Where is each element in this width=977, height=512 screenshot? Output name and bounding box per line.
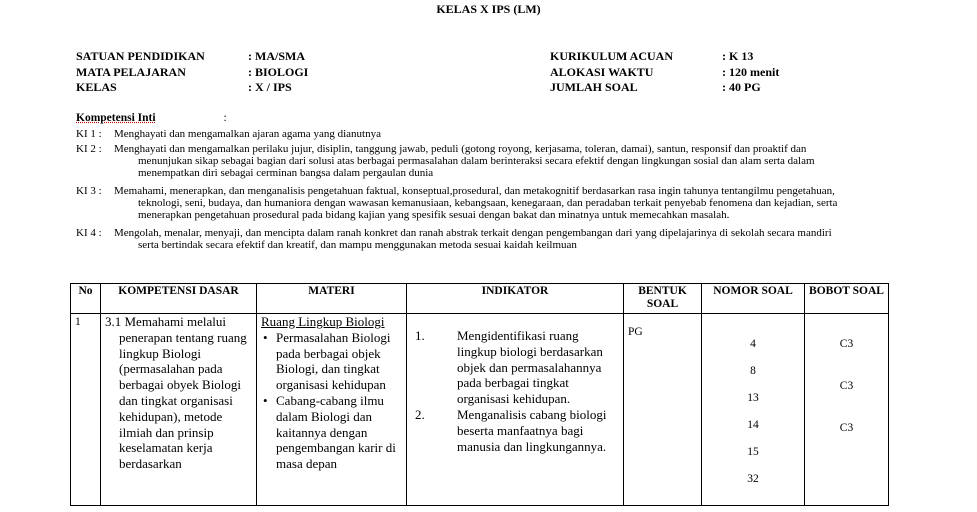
- meta-value: : BIOLOGI: [248, 64, 309, 79]
- ki-line: Memahami, menerapkan, dan menganalisis pengetahuan faktual, konseptual,prosedural, dan metakognitif berdasarkan rasa ingin tahunya tentangilmu pengetahuan,: [114, 185, 835, 197]
- meta-value: : MA/SMA: [248, 49, 305, 63]
- nomor-soal-value: 13: [747, 392, 759, 404]
- table-row: [71, 314, 889, 506]
- nomor-soal-value: 8: [750, 365, 756, 377]
- ki-line: Menghayati dan mengamalkan perilaku jujur, disiplin, tanggung jawab, peduli (gotong royong, kerjasama, toleran, damai), santun, responsif dan proaktif dan: [114, 143, 807, 155]
- kompetensi-inti-heading: [76, 112, 227, 124]
- bobot-soal-value: [809, 359, 884, 380]
- ki-line: Mengolah, menalar, menyaji, dan mencipta dalam ranah konkret dan ranah abstrak terkait dengan pengembangan dari yang dipelajarinya di sekolah secara mandiri: [114, 227, 832, 239]
- header-kompetensi-dasar: KOMPETENSI DASAR: [101, 284, 257, 314]
- bobot-soal-value: C3: [839, 338, 854, 350]
- ki-number: KI 2 :: [76, 143, 102, 155]
- nomor-soal-value: 4: [750, 338, 756, 350]
- meta-label: ALOKASI WAKTU: [550, 64, 654, 79]
- ki-number: KI 3 :: [76, 185, 102, 197]
- ki-heading-text: Kompetensi Inti: [76, 112, 156, 124]
- kisi-kisi-table: [70, 283, 889, 506]
- ki-line: menerapkan pengetahuan prosedural pada bidang kajian yang spesifik sesuai dengan bakat dan minatnya untuk memecahkan masalah.: [138, 209, 730, 221]
- meta-left: [76, 49, 308, 96]
- row-number: 1: [71, 314, 101, 506]
- ki-number: KI 1 :: [76, 128, 102, 140]
- materi-item: • Cabang-cabang ilmu dalam Biologi dan kaitannya dengan pengembangan karir di masa depan: [276, 393, 402, 472]
- bobot-soal-value: C3: [839, 380, 854, 392]
- bobot-soal-value: C3: [839, 422, 854, 434]
- document-title: KELAS X IPS (LM): [436, 2, 541, 16]
- indikator-text: Menganalisis cabang biologi beserta manfaatnya bagi manusia dan lingkungannya.: [457, 406, 607, 454]
- nomor-soal-value: 15: [747, 446, 759, 458]
- ki-item-2: [76, 143, 906, 179]
- kompetensi-dasar-cell: [101, 314, 257, 506]
- bobot-soal-value: [809, 401, 884, 422]
- header-no: No: [71, 284, 101, 314]
- indikator-number: 2.: [415, 406, 425, 422]
- meta-value: : 120 menit: [722, 64, 780, 79]
- nomor-soal-cell: [702, 314, 805, 506]
- indikator-number: 1.: [415, 328, 425, 343]
- materi-item: • Permasalahan Biologi pada berbagai objek Biologi, dan tingkat organisasi kehidupan: [276, 330, 402, 393]
- ki-item-1: [76, 128, 906, 140]
- meta-label: SATUAN PENDIDIKAN: [76, 49, 205, 63]
- ki-item-4: [76, 227, 906, 251]
- indikator-text: Mengidentifikasi ruang lingkup biologi berdasarkan objek dan permasalahannya pada berbagai tingkat organisasi kehidupan.: [457, 328, 603, 407]
- indikator-cell: [407, 314, 624, 506]
- ki-line: teknologi, seni, budaya, dan humaniora dengan wawasan kemanusiaan, kebangsaan, kenegaraan, dan peradaban terkait penyebab fenomena dan kejadian, serta: [138, 197, 838, 209]
- table-header-row: [71, 284, 889, 314]
- meta-value: : K 13: [722, 49, 754, 63]
- header-nomor-soal: NOMOR SOAL: [702, 284, 805, 314]
- materi-list: [261, 330, 402, 472]
- bobot-soal-cell: [805, 314, 889, 506]
- ki-heading-colon: :: [223, 112, 227, 124]
- ki-line: menunjukan sikap sebagai bagian dari solusi atas berbagai permasalahan dalam berinteraksi secara efektif dengan lingkungan sosial dan alam serta dalam: [138, 155, 815, 167]
- header-bentuk-soal: BENTUK SOAL: [624, 284, 702, 314]
- bentuk-soal-cell: PG: [624, 314, 702, 506]
- materi-title: Ruang Lingkup Biologi: [261, 314, 385, 329]
- indikator-item: [411, 407, 619, 454]
- nomor-soal-value: 32: [747, 473, 759, 485]
- meta-label: JUMLAH SOAL: [550, 80, 638, 94]
- ki-line: serta bertindak secara efektif dan kreatif, dan mampu menggunakan metoda sesuai kaidah keilmuan: [138, 239, 577, 251]
- meta-value: : X / IPS: [248, 80, 292, 94]
- ki-item-3: [76, 185, 906, 221]
- meta-label: KURIKULUM ACUAN: [550, 49, 673, 63]
- kompetensi-dasar-text: 3.1 Memahami melalui penerapan tentang ruang lingkup Biologi (permasalahan pada berbagai obyek Biologi dan tingkat organisasi kehidupan), metode ilmiah dan prinsip keselamatan kerja berdasarkan: [105, 314, 247, 472]
- header-indikator: INDIKATOR: [407, 284, 624, 314]
- ki-line: menempatkan diri sebagai cerminan bangsa dalam pergaulan dunia: [138, 167, 434, 179]
- meta-label: MATA PELAJARAN: [76, 64, 186, 79]
- meta-label: KELAS: [76, 80, 117, 94]
- header-bobot-soal: BOBOT SOAL: [805, 284, 889, 314]
- meta-right: [550, 49, 779, 96]
- ki-number: KI 4 :: [76, 227, 102, 239]
- header-materi: MATERI: [257, 284, 407, 314]
- indikator-list: [411, 328, 619, 454]
- nomor-soal-value: 14: [747, 419, 759, 431]
- meta-value: : 40 PG: [722, 80, 761, 94]
- indikator-item: [411, 328, 619, 407]
- ki-line: Menghayati dan mengamalkan ajaran agama yang dianutnya: [114, 128, 381, 140]
- materi-cell: [257, 314, 407, 506]
